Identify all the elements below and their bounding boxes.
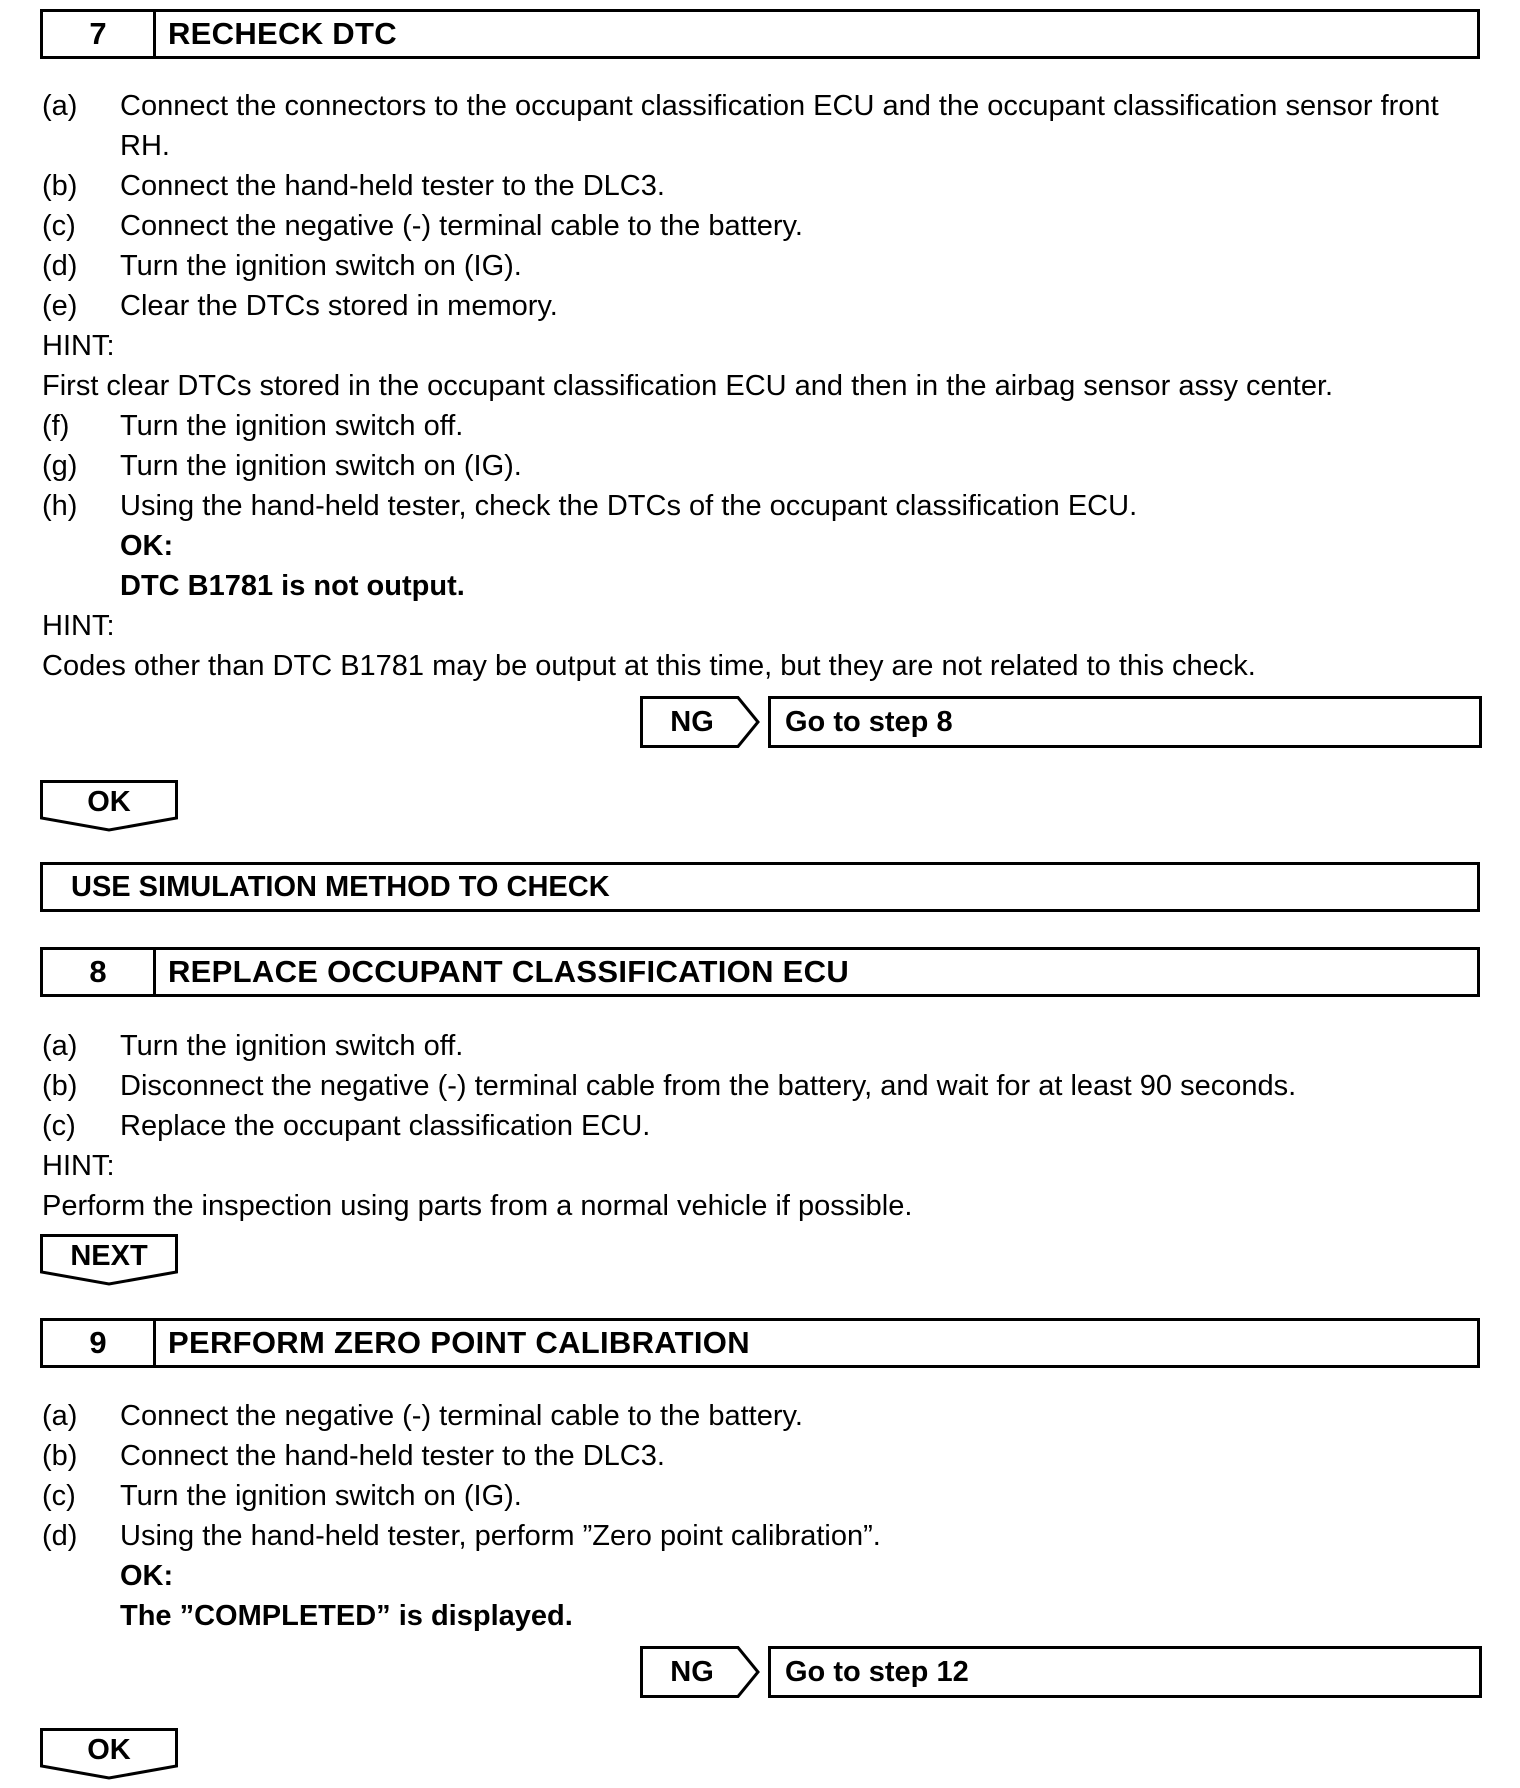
item-text: Connect the hand-held tester to the DLC3. xyxy=(120,1440,665,1472)
step-number: 9 xyxy=(43,1321,156,1365)
ok-result-tab xyxy=(40,1728,178,1780)
step-title: PERFORM ZERO POINT CALIBRATION xyxy=(168,1325,750,1360)
ok-tab-label: OK xyxy=(87,1734,131,1766)
ok-label-text: OK: xyxy=(120,1560,174,1592)
ok-tab-label: OK xyxy=(87,786,131,818)
item-label: (c) xyxy=(42,1110,76,1142)
ok-label-text: OK: xyxy=(120,530,174,562)
step-number: 7 xyxy=(43,12,156,56)
ok-criteria-body: DTC B1781 is not output. xyxy=(120,570,465,602)
item-text: Turn the ignition switch off. xyxy=(120,1030,464,1062)
item-text: Connect the negative (-) terminal cable to the battery. xyxy=(120,1400,803,1432)
item-text: Turn the ignition switch on (IG). xyxy=(120,1480,522,1512)
item-label: (a) xyxy=(42,90,78,122)
item-label: (d) xyxy=(42,250,78,282)
hint-label-text: HINT: xyxy=(42,1150,115,1182)
hint-body-text: First clear DTCs stored in the occupant classification ECU and then in the airbag sensor assy center. xyxy=(42,370,1334,402)
hint-label-text: HINT: xyxy=(42,330,115,362)
ng-branch xyxy=(640,1646,1482,1698)
item-text: Replace the occupant classification ECU. xyxy=(120,1110,651,1142)
item-text: Connect the negative (-) terminal cable to the battery. xyxy=(120,210,803,242)
simulation-method-box: USE SIMULATION METHOD TO CHECK xyxy=(40,862,1480,912)
item-label: (h) xyxy=(42,490,78,522)
hint-label-text: HINT: xyxy=(42,610,115,642)
ng-label: NG xyxy=(670,1656,714,1688)
item-label: (b) xyxy=(42,1440,78,1472)
ng-arrow-box xyxy=(640,696,758,748)
item-text: Disconnect the negative (-) terminal cable from the battery, and wait for at least 90 seconds. xyxy=(120,1070,1297,1102)
ng-target-step: Go to step 12 xyxy=(768,1646,1482,1698)
item-label: (e) xyxy=(42,290,78,322)
item-label: (a) xyxy=(42,1030,78,1062)
step-7-header xyxy=(40,9,1480,59)
item-text: Using the hand-held tester, check the DTCs of the occupant classification ECU. xyxy=(120,490,1138,522)
item-text: Connect the hand-held tester to the DLC3. xyxy=(120,170,665,202)
step-title: RECHECK DTC xyxy=(168,16,397,51)
item-text: Using the hand-held tester, perform ”Zero point calibration”. xyxy=(120,1520,881,1552)
next-result-tab xyxy=(40,1234,178,1286)
ng-target-step: Go to step 8 xyxy=(768,696,1482,748)
item-label: (g) xyxy=(42,450,78,482)
item-label: (c) xyxy=(42,210,76,242)
item-label: (f) xyxy=(42,410,70,442)
next-tab-label: NEXT xyxy=(70,1240,148,1272)
hint-body-text: Perform the inspection using parts from a normal vehicle if possible. xyxy=(42,1190,913,1222)
item-label: (b) xyxy=(42,1070,78,1102)
item-label: (d) xyxy=(42,1520,78,1552)
step-9-header xyxy=(40,1318,1480,1368)
hint-body-text: Codes other than DTC B1781 may be output at this time, but they are not related to this check. xyxy=(42,650,1256,682)
item-text: Connect the connectors to the occupant classification ECU and the occupant classification sensor front RH. xyxy=(120,90,1439,162)
item-text: Turn the ignition switch on (IG). xyxy=(120,450,522,482)
item-text: Clear the DTCs stored in memory. xyxy=(120,290,558,322)
step-8-header xyxy=(40,947,1480,997)
item-label: (a) xyxy=(42,1400,78,1432)
ng-label: NG xyxy=(670,706,714,738)
step-title: REPLACE OCCUPANT CLASSIFICATION ECU xyxy=(168,954,850,989)
ng-branch xyxy=(640,696,1482,748)
item-text: Turn the ignition switch off. xyxy=(120,410,464,442)
item-label: (b) xyxy=(42,170,78,202)
step-number: 8 xyxy=(43,950,156,994)
ok-criteria-body: The ”COMPLETED” is displayed. xyxy=(120,1600,573,1632)
item-text: Turn the ignition switch on (IG). xyxy=(120,250,522,282)
ng-arrow-box xyxy=(640,1646,758,1698)
ok-result-tab xyxy=(40,780,178,832)
item-label: (c) xyxy=(42,1480,76,1512)
